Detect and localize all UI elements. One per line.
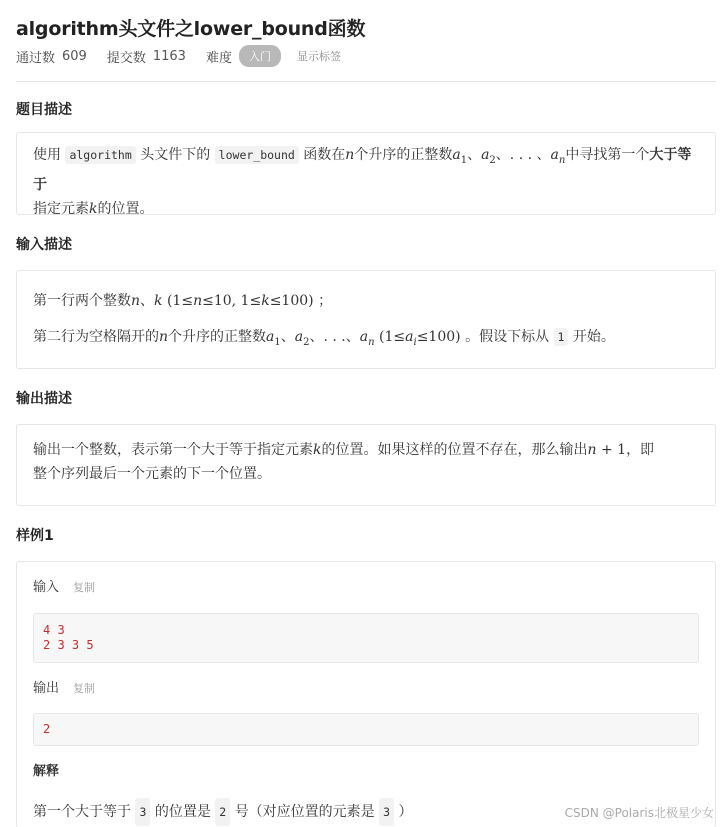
code-lower-bound: lower_bound <box>215 146 299 164</box>
code-explain-2: 2 <box>215 798 230 826</box>
input-box <box>16 270 716 369</box>
code-algorithm: algorithm <box>65 146 135 164</box>
output-text: 输出一个整数，表示第一个大于等于指定元素k的位置。如果这样的位置不存在，那么输出n + 1，即 整个序列最后一个元素的下一个位置。 <box>33 442 655 482</box>
difficulty-label: 难度 <box>205 50 232 66</box>
problem-title: algorithm头文件之lower_bound函数 <box>16 18 366 40</box>
copy-output-button[interactable]: 复制 <box>73 682 96 695</box>
sample-explain-text: 第一个大于等于 3 的位置是 2 号（对应位置的元素是 3 ） <box>33 798 699 826</box>
sample-input-header <box>33 576 699 600</box>
submit-label: 提交数 <box>106 50 146 66</box>
problem-meta <box>16 44 716 68</box>
description-heading: 题目描述 <box>16 102 72 118</box>
header-divider <box>16 81 716 82</box>
sample-output-block: 2 <box>33 713 699 746</box>
csdn-watermark: CSDN @Polaris北极星少女 <box>564 806 714 820</box>
sample-explain-label: 解释 <box>33 764 60 779</box>
code-index-start: 1 <box>554 328 569 346</box>
code-explain-3b: 3 <box>379 798 394 826</box>
pass-count: 609 <box>62 48 87 64</box>
difficulty-badge: 入门 <box>239 45 281 67</box>
description-box <box>16 132 716 215</box>
copy-input-button[interactable]: 复制 <box>73 581 96 594</box>
output-heading: 输出描述 <box>16 391 72 407</box>
sample-input-block: 4 3 2 3 3 5 <box>33 613 699 663</box>
sample-input-label: 输入 <box>33 580 60 595</box>
input-line-1: 第一行两个整数n、k (1≤n≤10, 1≤k≤100) ； <box>33 293 333 309</box>
code-explain-3: 3 <box>135 798 150 826</box>
sample-heading: 样例1 <box>16 528 54 544</box>
sample-output-header <box>33 677 699 701</box>
show-tags-link[interactable]: 显示标签 <box>296 50 341 63</box>
output-box <box>16 424 716 506</box>
sample-box <box>16 561 716 827</box>
input-heading: 输入描述 <box>16 237 72 253</box>
pass-label: 通过数 <box>16 50 56 66</box>
input-line-2: 第二行为空格隔开的n个升序的正整数$a_1$、$a_2$、. . .、$a_n$ $(1\le a_i\le 100)$ 。假设下标从 1 开始。 <box>33 329 615 348</box>
submit-count: 1163 <box>152 48 186 64</box>
description-text: 使用 algorithm 头文件下的 lower_bound 函数在n个升序的正整数$a_1$、$a_2$、. . . 、$a_n$中寻找第一个大于等于 指定元素k的位置。 <box>33 147 692 217</box>
sample-output-label: 输出 <box>33 681 60 696</box>
